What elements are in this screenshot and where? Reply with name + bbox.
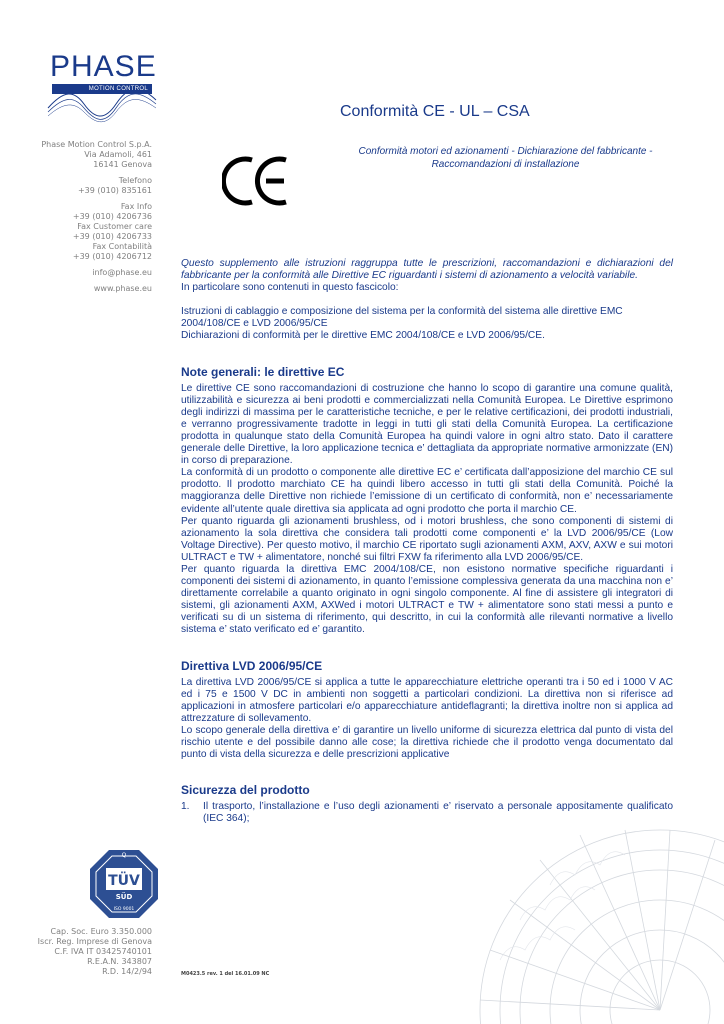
main-content <box>181 258 673 825</box>
tuv-sub: SÜD <box>115 893 133 901</box>
logo-brand: PHASE <box>50 50 157 83</box>
legal-rd: R.D. 14/2/94 <box>102 967 152 976</box>
heading-safety: Sicurezza del prodotto <box>181 783 310 798</box>
tuv-q: Q <box>121 852 127 859</box>
subtitle-line-1: Conformità motori ed azionamenti - Dichiarazione del fabbricante - <box>358 146 653 157</box>
revision-note: M0423.5 rev. 1 del 16.01.09 NC <box>181 971 270 977</box>
lvd-paragraph-1: La direttiva LVD 2006/95/CE si applica a tutte le apparecchiature elettriche operanti tra i 50 ed i 1000 V AC ed i 75 e 1500 V DC in ambienti non soggetti a particolari condizioni. La direttiva non si riferisce ad applicazioni in atmosfere particolari e/o apparecchiature antideflagranti; la direttiva inoltre non si applica ad attrezzature di sollevamento. <box>181 676 673 724</box>
motor-drawing-icon <box>430 810 724 1024</box>
legal-vat: C.F. IVA IT 03425740101 <box>54 947 152 956</box>
company-street: Via Adamoli, 461 <box>84 150 152 159</box>
logo-wave-icon <box>44 70 159 130</box>
fax-customer-label: Fax Customer care <box>77 222 152 231</box>
general-paragraph-2: La conformità di un prodotto o componente alle direttive EC e’ certificata dall’apposizione del marchio CE sul prodotto. Il prodotto marchiato CE ha quindi libero accesso in tutti gli stati della Comunità. Poiché la maggioranza delle Direttive non richiede l’emissione di un certificato di conformità, non e’ necessariamente evidente all’utente quale direttiva sia applicata ad ogni prodotto che porta il marchio CE. <box>181 467 673 515</box>
heading-general-notes: Note generali: le direttive EC <box>181 364 345 379</box>
company-name: Phase Motion Control S.p.A. <box>41 140 152 149</box>
intro-item-1: Istruzioni di cablaggio e composizione del sistema per la conformità del sistema alle direttive EMC 2004/108/CE e LVD 2006/95/CE <box>181 306 623 330</box>
safety-list-item <box>181 801 673 825</box>
fax-accounting-label: Fax Contabilità <box>92 242 152 251</box>
company-city: 16141 Genova <box>93 160 152 169</box>
fax-customer-number: +39 (010) 4206733 <box>72 232 152 241</box>
company-address <box>12 140 152 294</box>
logo-subtitle: MOTION CONTROL <box>52 84 152 94</box>
safety-item-number: 1. <box>181 801 190 813</box>
general-paragraph-1: Le direttive CE sono raccomandazioni di costruzione che hanno lo scopo di garantire una comune qualità, utilizzabilità e sicurezza ai beni prodotti e commercializzati nella Comunità Europea. Le Direttive esprimono degli indirizzi di massima per le caratteristiche tecniche, e per le relative certificazioni, dei prodotti industriali, e verranno progressivamente tradotte in leggi in tutti gli stati della Comunità Europea. La certificazione prodotta in qualunque stato della Comunità Europea ha quindi valore in ogni altro stato. Dato il carattere generale delle Direttive, la loro applicazione tecnica e’ dettagliata da appropriate normative armonizzate (EN) in corso di preparazione. <box>181 382 673 467</box>
intro-item-2: Dichiarazioni di conformità per le direttive EMC 2004/108/CE e LVD 2006/95/CE. <box>181 330 545 342</box>
fax-accounting-number: +39 (010) 4206712 <box>72 252 152 261</box>
safety-item-text: Il trasporto, l’installazione e l’uso degli azionamenti e’ riservato a personale appositamente qualificato (IEC 364); <box>203 801 673 825</box>
fax-info-number: +39 (010) 4206736 <box>72 212 152 221</box>
tuv-cert: ISO 9001 <box>113 907 135 912</box>
intro-contents-line: In particolare sono contenuti in questo fascicolo: <box>181 282 399 294</box>
intro-paragraph: Questo supplemento alle istruzioni raggruppa tutte le prescrizioni, raccomandazioni e dichiarazioni del fabbricante per la conformità alle Direttive EC riguardanti i sistemi di azionamento a velocità variabile. <box>181 258 673 282</box>
legal-registry: Iscr. Reg. Imprese di Genova <box>37 937 152 946</box>
general-paragraph-3: Per quanto riguarda gli azionamenti brushless, od i motori brushless, che sono componenti di sistemi di azionamento la sola direttiva che considera tali prodotti come componenti e’ la LVD 2006/95/CE (Low Voltage Directive). Per questo motivo, il marchio CE riportato sugli azionamenti AXM, AXV, AXW e sui motori ULTRACT e TW + alimentatore, nonché sui filtri FXW fa riferimento alla LVD 2006/95/CE. <box>181 515 673 563</box>
company-email: info@phase.eu <box>92 268 152 277</box>
legal-rea: R.E.A.N. 343807 <box>87 957 152 966</box>
ce-mark-icon <box>222 152 292 210</box>
phase-logo <box>44 50 159 125</box>
lvd-paragraph-2: Lo scopo generale della direttiva e’ di garantire un livello uniforme di sicurezza elettrica dal punto di vista del rischio utente e del possibile danno alle cose; la direttiva richiede che il prodotto venga documentato dal punto di vista della sicurezza e delle prescrizioni applicative <box>181 724 673 761</box>
general-paragraph-4: Per quanto riguarda la direttiva EMC 2004/108/CE, non esistono normative specifiche riguardanti i componenti dei sistemi di azionamento, in quanto l’emissione complessiva generata da una macchina non e’ direttamente correlabile a quanto originato in ogni singolo componente. Al fine di assistere gli integratori di sistemi, gli azionamenti AXM, AXWed i motori ULTRACT e TW + alimentatore sono stati messi a punto e verificati su di un sistema di riferimento, qui descritto, in cui la conformità alle rilevanti normative a livello sistema e’ stato verificato ed e’ garantito. <box>181 563 673 636</box>
phone-number: +39 (010) 835161 <box>77 186 152 195</box>
legal-info <box>12 927 152 977</box>
company-web: www.phase.eu <box>93 284 152 293</box>
phone-label: Telefono <box>118 176 152 185</box>
legal-capital: Cap. Soc. Euro 3.350.000 <box>50 927 152 936</box>
fax-info-label: Fax Info <box>120 202 152 211</box>
page-title: Conformità CE - UL – CSA <box>340 103 530 120</box>
tuv-name: TÜV <box>108 873 140 889</box>
page-subtitle <box>318 145 693 171</box>
tuv-certification-icon <box>88 848 160 920</box>
subtitle-line-2: Raccomandazioni di installazione <box>431 159 580 170</box>
heading-lvd: Direttiva LVD 2006/95/CE <box>181 658 323 673</box>
